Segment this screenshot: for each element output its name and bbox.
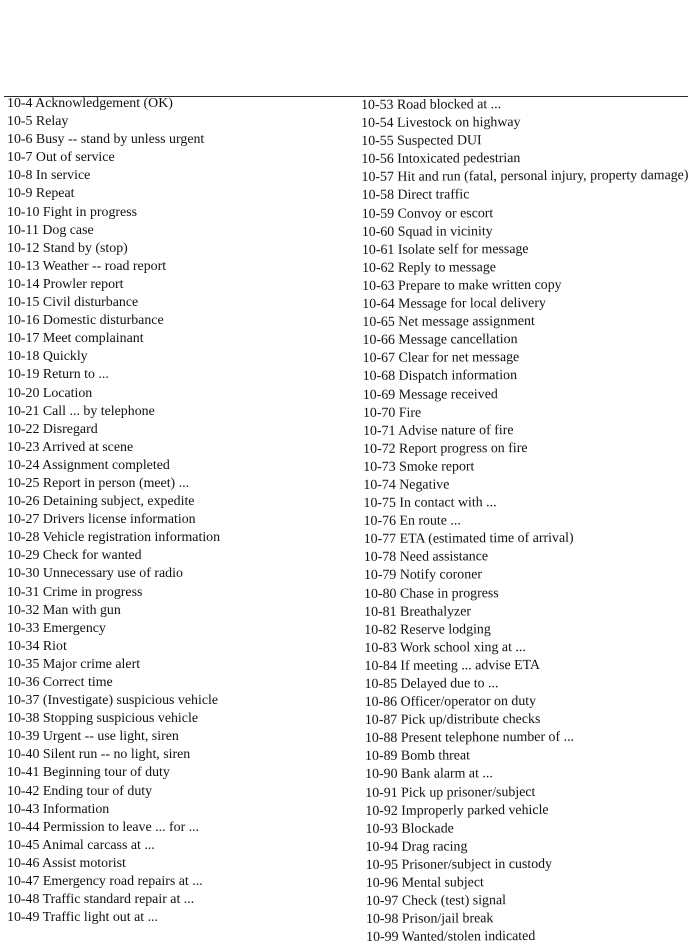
ten-code-entry: 10-49 Traffic light out at ...: [7, 910, 158, 926]
ten-code-entry: 10-93 Blockade: [365, 821, 454, 837]
ten-code-entry: 10-48 Traffic standard repair at ...: [7, 892, 195, 908]
ten-code-entry: 10-43 Information: [7, 801, 110, 817]
ten-code-entry: 10-66 Message cancellation: [362, 332, 518, 349]
ten-code-entry: 10-96 Mental subject: [365, 875, 484, 892]
ten-code-entry: 10-58 Direct traffic: [361, 187, 470, 204]
ten-code-entry: 10-94 Drag racing: [365, 839, 468, 855]
ten-code-entry: 10-72 Report progress on fire: [363, 440, 528, 457]
ten-code-entry: 10-65 Net message assignment: [362, 314, 535, 331]
ten-code-entry: 10-85 Delayed due to ...: [364, 676, 499, 692]
ten-code-entry: 10-29 Check for wanted: [7, 548, 142, 564]
ten-code-entry: 10-98 Prison/jail break: [365, 911, 494, 928]
ten-code-entry: 10-18 Quickly: [7, 349, 88, 365]
ten-code-entry: 10-71 Advise nature of fire: [362, 422, 514, 439]
ten-code-entry: 10-92 Improperly parked vehicle: [365, 802, 549, 819]
ten-code-entry: 10-53 Road blocked at ...: [361, 97, 502, 113]
ten-code-entry: 10-67 Clear for net message: [362, 350, 520, 367]
ten-code-entry: 10-21 Call ... by telephone: [7, 403, 155, 419]
ten-code-entry: 10-36 Correct time: [7, 675, 113, 690]
ten-code-entry: 10-76 En route ...: [363, 513, 461, 530]
ten-code-entry: 10-41 Beginning tour of duty: [7, 765, 170, 781]
ten-code-entry: 10-25 Report in person (meet) ...: [7, 475, 190, 491]
ten-code-entry: 10-42 Ending tour of duty: [7, 783, 153, 799]
ten-code-entry: 10-19 Return to ...: [7, 367, 109, 383]
ten-code-entry: 10-28 Vehicle registration information: [7, 530, 221, 546]
ten-code-entry: 10-81 Breathalyzer: [364, 603, 472, 620]
ten-code-entry: 10-55 Suspected DUI: [361, 133, 482, 150]
ten-code-entry: 10-10 Fight in progress: [7, 204, 138, 220]
ten-code-entry: 10-87 Pick up/distribute checks: [364, 712, 541, 729]
ten-code-entry: 10-70 Fire: [362, 405, 422, 421]
ten-code-entry: 10-44 Permission to leave ... for ...: [7, 819, 200, 835]
ten-code-entry: 10-33 Emergency: [7, 620, 106, 636]
ten-code-entry: 10-20 Location: [7, 385, 93, 401]
ten-code-entry: 10-27 Drivers license information: [7, 512, 196, 528]
ten-code-entry: 10-34 Riot: [7, 638, 67, 654]
ten-code-entry: 10-84 If meeting ... advise ETA: [364, 657, 541, 674]
ten-code-list-left: [7, 95, 220, 927]
ten-code-entry: 10-40 Silent run -- no light, siren: [7, 747, 191, 763]
ten-code-entry: 10-47 Emergency road repairs at ...: [7, 874, 203, 890]
ten-code-entry: 10-89 Bomb threat: [364, 748, 471, 765]
ten-code-entry: 10-99 Wanted/stolen indicated: [366, 929, 536, 946]
ten-code-entry: 10-35 Major crime alert: [7, 656, 141, 672]
ten-code-entry: 10-59 Convoy or escort: [361, 205, 494, 222]
ten-code-entry: 10-83 Work school xing at ...: [364, 639, 526, 656]
ten-code-entry: 10-15 Civil disturbance: [7, 295, 139, 311]
ten-code-entry: 10-32 Man with gun: [7, 602, 121, 618]
ten-code-entry: 10-30 Unnecessary use of radio: [7, 566, 183, 582]
ten-code-entry: 10-9 Repeat: [7, 186, 75, 202]
ten-code-entry: 10-37 (Investigate) suspicious vehicle: [7, 693, 219, 709]
ten-code-entry: 10-12 Stand by (stop): [7, 240, 128, 256]
ten-code-entry: 10-88 Present telephone number of ...: [364, 729, 575, 747]
ten-code-entry: 10-24 Assignment completed: [7, 457, 170, 473]
ten-code-entry: 10-74 Negative: [363, 477, 450, 493]
ten-code-entry: 10-26 Detaining subject, expedite: [7, 494, 195, 510]
ten-code-entry: 10-78 Need assistance: [363, 549, 489, 566]
ten-code-entry: 10-79 Notify coroner: [363, 567, 483, 584]
ten-code-entry: 10-75 In contact with ...: [363, 495, 497, 512]
ten-code-entry: 10-57 Hit and run (fatal, personal injury, property damage): [361, 168, 689, 186]
ten-code-entry: 10-64 Message for local delivery: [362, 295, 546, 313]
ten-code-entry: 10-6 Busy -- stand by unless urgent: [7, 132, 205, 148]
ten-code-entry: 10-80 Chase in progress: [363, 585, 499, 602]
ten-code-entry: 10-4 Acknowledgement (OK): [7, 96, 173, 111]
ten-code-entry: 10-46 Assist motorist: [7, 855, 126, 871]
ten-code-entry: 10-56 Intoxicated pedestrian: [361, 151, 521, 168]
ten-code-entry: 10-5 Relay: [7, 114, 69, 130]
ten-code-entry: 10-61 Isolate self for message: [361, 241, 529, 258]
ten-code-entry: 10-95 Prisoner/subject in custody: [365, 856, 553, 873]
ten-code-entry: 10-7 Out of service: [7, 150, 115, 166]
ten-code-entry: 10-39 Urgent -- use light, siren: [7, 729, 179, 745]
ten-code-entry: 10-69 Message received: [362, 386, 498, 403]
ten-code-entry: 10-13 Weather -- road report: [7, 258, 167, 274]
ten-code-entry: 10-22 Disregard: [7, 421, 98, 437]
ten-code-entry: 10-8 In service: [7, 168, 91, 184]
ten-code-entry: 10-23 Arrived at scene: [7, 439, 134, 455]
ten-code-list-right: [361, 95, 693, 947]
ten-code-entry: 10-45 Animal carcass at ...: [7, 837, 155, 853]
ten-code-entry: 10-77 ETA (estimated time of arrival): [363, 530, 574, 548]
ten-code-entry: 10-62 Reply to message: [362, 260, 496, 276]
ten-code-entry: 10-82 Reserve lodging: [364, 621, 491, 638]
ten-code-entry: 10-91 Pick up prisoner/subject: [365, 784, 536, 801]
ten-code-entry: 10-11 Dog case: [7, 222, 94, 238]
ten-code-entry: 10-14 Prowler report: [7, 276, 124, 292]
ten-code-entry: 10-68 Dispatch information: [362, 368, 518, 385]
ten-code-entry: 10-54 Livestock on highway: [361, 115, 521, 132]
ten-code-entry: 10-63 Prepare to make written copy: [362, 277, 562, 294]
ten-code-entry: 10-16 Domestic disturbance: [7, 313, 164, 329]
ten-code-entry: 10-31 Crime in progress: [7, 584, 143, 600]
ten-code-entry: 10-17 Meet complainant: [7, 331, 144, 347]
ten-code-entry: 10-97 Check (test) signal: [365, 893, 507, 910]
ten-code-entry: 10-90 Bank alarm at ...: [365, 766, 493, 783]
ten-code-entry: 10-86 Officer/operator on duty: [364, 694, 537, 711]
ten-code-entry: 10-60 Squad in vicinity: [361, 223, 493, 240]
ten-code-entry: 10-73 Smoke report: [363, 459, 475, 475]
ten-code-entry: 10-38 Stopping suspicious vehicle: [7, 711, 198, 727]
